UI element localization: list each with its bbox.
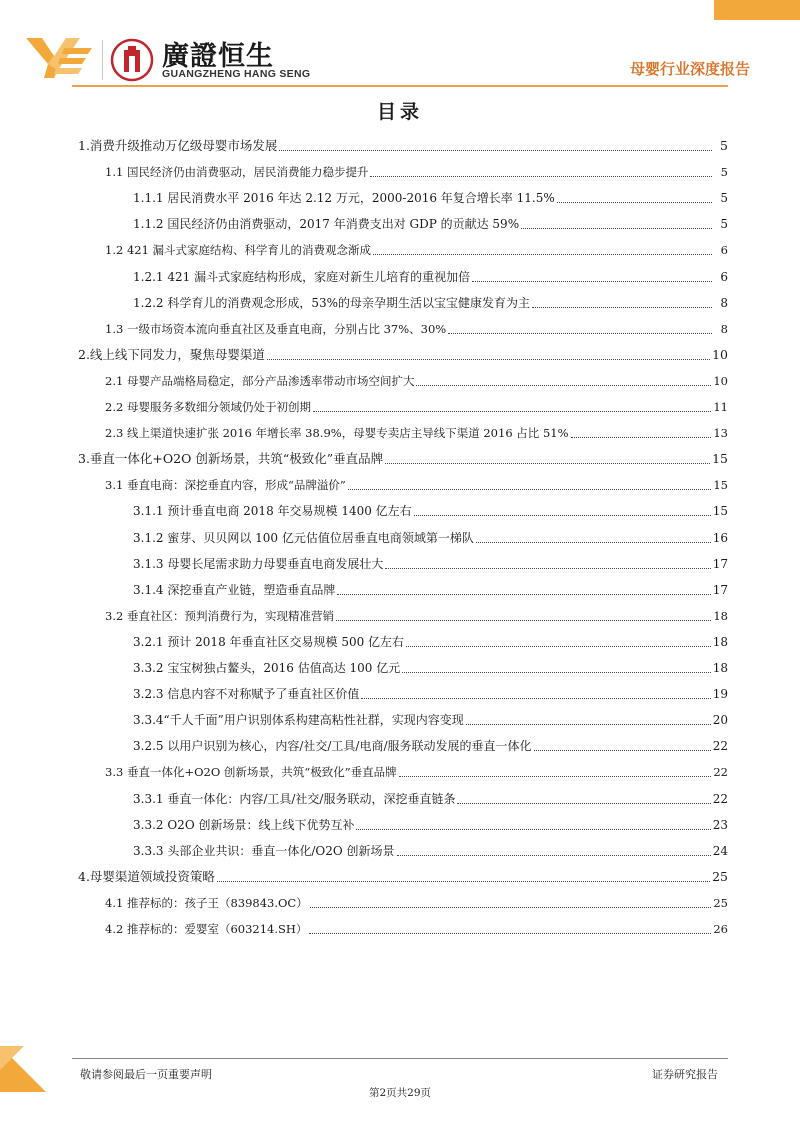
toc-leader-dots [217, 880, 710, 882]
toc-entry-title: 4.母婴渠道领域投资策略 [78, 868, 215, 884]
toc-entry-page: 5 [720, 217, 728, 232]
header-divider [72, 85, 728, 87]
toc-entry-page: 17 [712, 582, 728, 597]
brand-name-en: GUANGZHENG HANG SENG [162, 68, 311, 80]
toc-leader-dots [416, 384, 711, 386]
toc-leader-dots [521, 227, 712, 229]
toc-leader-dots [310, 906, 712, 908]
toc-entry-title: 3.2.1 预计 2018 年垂直社区交易规模 500 亿左右 [133, 634, 405, 649]
logo-separator [102, 40, 103, 80]
toc-entry-title: 3.垂直一体化+O2O 创新场景，共筑“极致化”垂直品牌 [78, 451, 384, 467]
toc-leader-dots [457, 802, 710, 804]
toc-entry-page: 17 [712, 556, 728, 571]
toc-leader-dots [414, 514, 711, 516]
toc-entry[interactable] [78, 136, 728, 156]
toc-leader-dots [356, 828, 710, 830]
toc-entry-title: 3.1.4 深挖垂直产业链，塑造垂直品牌 [133, 582, 336, 597]
toc-entry[interactable] [133, 736, 728, 756]
toc-entry-title: 3.3.3 头部企业共识：垂直一体化/O2O 创新场景 [133, 843, 395, 858]
ye-logo-icon [24, 36, 94, 80]
corner-decoration-cut [720, 0, 734, 20]
toc-title: 目录 [376, 101, 423, 123]
toc-entry-title: 3.3.2 宝宝树独占鳌头，2016 估值高达 100 亿元 [133, 661, 401, 675]
toc-entry-page: 25 [712, 868, 728, 884]
toc-leader-dots [534, 749, 711, 751]
toc-entry-page: 11 [713, 400, 728, 414]
toc-entry-page: 5 [720, 138, 728, 153]
toc-entry[interactable] [133, 528, 728, 548]
toc-leader-dots [361, 697, 710, 699]
toc-entry[interactable] [105, 762, 728, 782]
toc-entry-page: 18 [713, 608, 728, 623]
toc-leader-dots [472, 280, 712, 282]
toc-entry-page: 18 [712, 661, 728, 675]
toc-entry[interactable] [105, 919, 728, 939]
toc-entry-page: 23 [712, 817, 728, 832]
toc-entry-page: 18 [712, 634, 728, 649]
toc-entry[interactable] [133, 632, 728, 652]
toc-entry[interactable] [105, 606, 728, 626]
toc-entry-title: 3.3.1 垂直一体化：内容/工具/社交/服务联动，深挖垂直链条 [133, 791, 456, 806]
toc-entry-title: 4.2 推荐标的：爱婴室（603214.SH） [105, 922, 308, 936]
toc-entry[interactable] [105, 240, 728, 260]
toc-entry[interactable] [133, 293, 728, 313]
toc-entry-page: 22 [712, 739, 728, 754]
toc-entry-page: 19 [712, 687, 728, 702]
toc-entry-title: 1.2.1 421 漏斗式家庭结构形成，家庭对新生儿培育的重视加倍 [133, 269, 471, 284]
toc-leader-dots [476, 541, 711, 543]
toc-entry[interactable] [133, 501, 728, 521]
footer-divider [72, 1058, 728, 1059]
toc-entry-page: 25 [713, 895, 728, 910]
toc-entry[interactable] [78, 867, 728, 887]
toc-leader-dots [309, 932, 711, 934]
toc-entry[interactable] [133, 841, 728, 861]
toc-entry-title: 3.1.2 蜜芽、贝贝网以 100 亿元估值位居垂直电商领域第一梯队 [133, 530, 474, 545]
toc-entry[interactable] [105, 475, 728, 495]
toc-entry[interactable] [105, 371, 728, 391]
toc-entry-page: 8 [720, 295, 728, 310]
toc-entry[interactable] [133, 267, 728, 287]
brand-seal-icon [110, 38, 154, 82]
toc-leader-dots [279, 149, 712, 151]
toc-entry-page: 22 [713, 765, 728, 780]
toc-entry-page: 26 [713, 922, 728, 936]
toc-entry-title: 1.2.2 科学育儿的消费观念形成，53%的母亲孕期生活以宝宝健康发育为主 [133, 295, 531, 310]
toc-entry-title: 3.3.2 O2O 创新场景：线上线下优势互补 [133, 817, 355, 832]
toc-entry-title: 3.1.1 预计垂直电商 2018 年交易规模 1400 亿左右 [133, 504, 412, 519]
toc-entry[interactable] [78, 449, 728, 469]
toc-entry-page: 10 [712, 346, 728, 362]
toc-entry-title: 4.1 推荐标的：孩子王（839843.OC） [105, 895, 308, 910]
toc-entry[interactable] [105, 319, 728, 339]
toc-leader-dots [336, 619, 711, 621]
toc-entry-title: 2.3 线上渠道快速扩张 2016 年增长率 38.9%，母婴专卖店主导线下渠道 2016 占比 51% [105, 426, 569, 441]
brand-name-cn: 廣證恒生 [162, 41, 274, 72]
toc-entry-title: 3.2 垂直社区：预判消费行为，实现精准营销 [105, 608, 334, 623]
toc-entry-title: 3.3 垂直一体化+O2O 创新场景，共筑“极致化”垂直品牌 [105, 765, 397, 780]
toc-entry-title: 1.1.1 居民消费水平 2016 年达 2.12 万元，2000-2016 年复合增长率 11.5% [133, 191, 555, 206]
toc-leader-dots [337, 593, 710, 595]
toc-leader-dots [399, 775, 712, 777]
toc-entry[interactable] [133, 188, 728, 208]
toc-entry-title: 2.1 母婴产品端格局稳定，部分产品渗透率带动市场空间扩大 [105, 373, 415, 388]
toc-entry-title: 1.1 国民经济仍由消费驱动，居民消费能力稳步提升 [105, 165, 369, 180]
toc-entry-title: 1.消费升级推动万亿级母婴市场发展 [78, 138, 278, 153]
toc-leader-dots [532, 306, 712, 308]
toc-entry-title: 3.1.3 母婴长尾需求助力母婴垂直电商发展壮大 [133, 556, 384, 571]
toc-entry-page: 15 [713, 478, 728, 493]
toc-entry[interactable] [78, 345, 728, 365]
toc-entry[interactable] [133, 658, 728, 678]
toc-leader-dots [385, 567, 710, 569]
toc-entry-page: 6 [720, 269, 728, 284]
toc-entry[interactable] [133, 710, 728, 730]
toc-leader-dots [571, 436, 712, 438]
toc-entry-title: 1.1.2 国民经济仍由消费驱动，2017 年消费支出对 GDP 的贡献达 59% [133, 217, 520, 232]
toc-entry-page: 10 [713, 373, 728, 388]
toc-leader-dots [385, 462, 710, 464]
toc-leader-dots [406, 645, 711, 647]
toc-entry-title: 3.2.3 信息内容不对称赋予了垂直社区价值 [133, 687, 360, 702]
toc-entry-page: 24 [712, 843, 728, 858]
toc-entry[interactable] [133, 684, 728, 704]
toc-leader-dots [373, 253, 712, 255]
toc-leader-dots [313, 410, 711, 412]
toc-leader-dots [397, 854, 711, 856]
corner-decoration-bottom-light [0, 1046, 24, 1070]
toc-entry[interactable] [105, 162, 728, 182]
footer-disclaimer: 敬请参阅最后一页重要声明 [80, 1068, 212, 1081]
toc-entry-title: 3.1 垂直电商：深挖垂直内容，形成“品牌溢价” [105, 478, 346, 493]
toc-entry[interactable] [133, 580, 728, 600]
footer-doc-type: 证券研究报告 [652, 1068, 718, 1081]
toc-entry-title: 2.2 母婴服务多数细分领域仍处于初创期 [105, 400, 311, 414]
page-number: 第2页共29页 [368, 1087, 432, 1099]
toc-entry-page: 6 [720, 243, 728, 258]
toc-entry[interactable] [105, 397, 728, 417]
toc-entry[interactable] [133, 789, 728, 809]
toc-entry-page: 13 [713, 426, 728, 441]
toc-entry-title: 3.3.4“千人千面”用户识别体系构建高粘性社群，实现内容变现 [133, 713, 464, 728]
toc-leader-dots [370, 175, 712, 177]
toc-entry-page: 22 [712, 791, 728, 806]
toc-entry-title: 1.3 一级市场资本流向垂直社区及垂直电商，分别占比 37%、30% [105, 321, 447, 336]
toc-entry-page: 15 [712, 504, 728, 519]
toc-leader-dots [448, 332, 712, 334]
toc-leader-dots [402, 671, 710, 673]
toc-entry-page: 15 [712, 451, 728, 467]
toc-entry-page: 8 [720, 321, 728, 336]
toc-leader-dots [348, 488, 712, 490]
toc-entry[interactable] [105, 423, 728, 443]
toc-entry-title: 1.2 421 漏斗式家庭结构、科学育儿的消费观念渐成 [105, 243, 372, 258]
toc-entry-title: 3.2.5 以用户识别为核心，内容/社交/工具/电商/服务联动发展的垂直一体化 [133, 739, 532, 754]
report-type: 母婴行业深度报告 [629, 60, 750, 78]
toc-leader-dots [557, 201, 712, 203]
toc-entry[interactable] [133, 214, 728, 234]
toc-entry[interactable] [105, 893, 728, 913]
toc-entry-title: 2.线上线下同发力，聚焦母婴渠道 [78, 346, 265, 362]
toc-entry[interactable] [133, 815, 728, 835]
toc-entry-page: 5 [720, 165, 728, 180]
toc-entry-page: 5 [720, 191, 728, 206]
toc-leader-dots [466, 723, 711, 725]
toc-entry-page: 16 [712, 530, 728, 545]
toc-leader-dots [267, 358, 710, 360]
toc-entry-page: 20 [712, 713, 728, 728]
toc-entry[interactable] [133, 554, 728, 574]
